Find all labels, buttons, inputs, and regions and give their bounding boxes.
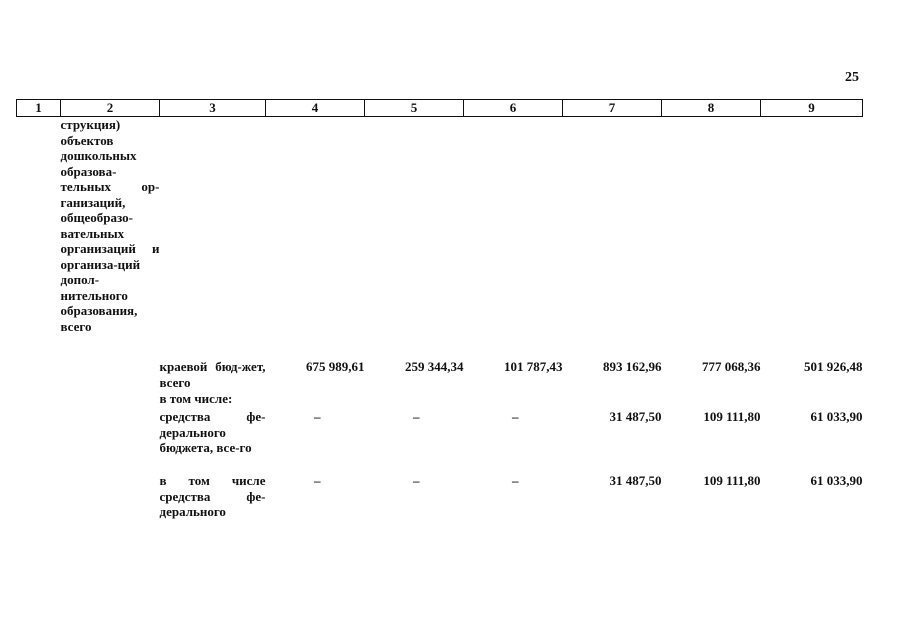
funding-source: в том числе средства фе-дерального [159,473,266,519]
table-row [17,391,863,409]
funding-source [160,117,266,360]
value-cell [761,117,863,360]
funding-source: краевой бюд-жет, всего [159,359,266,390]
value-cell [464,391,563,409]
funding-source: средства фе-дерального бюджета, все-го [159,409,266,455]
header-cell: 4 [266,100,365,117]
object-description [61,409,160,473]
value-cell: 501 926,48 [804,359,863,374]
value-cell [662,391,761,409]
value-cell: – [512,409,519,424]
header-cell: 9 [761,100,863,117]
page-number: 25 [845,70,859,85]
value-cell [365,391,464,409]
table-row [17,359,863,391]
header-cell: 2 [61,100,160,117]
header-cell: 1 [17,100,61,117]
value-cell: 31 487,50 [609,409,662,424]
header-cell: 7 [563,100,662,117]
value-cell: 777 068,36 [702,359,761,374]
header-cell: 5 [365,100,464,117]
object-description [61,359,160,391]
value-cell: 31 487,50 [609,473,662,488]
value-cell: – [413,473,420,488]
value-cell: – [413,409,420,424]
value-cell [365,117,464,360]
header-row [17,100,863,117]
value-cell [266,391,365,409]
header-cell: 3 [160,100,266,117]
table-row [17,117,863,360]
table-cell [17,117,61,360]
value-cell: – [512,473,519,488]
value-cell [761,391,863,409]
value-cell [266,117,365,360]
object-description [61,473,160,520]
value-cell: – [314,409,321,424]
table-cell [17,473,61,520]
funding-source: в том числе: [159,391,233,406]
table-cell [17,359,61,391]
value-cell [563,117,662,360]
value-cell [563,391,662,409]
value-cell: 893 162,96 [603,359,662,374]
table-cell [17,409,61,473]
data-table [16,99,863,520]
value-cell: 259 344,34 [405,359,464,374]
object-description [61,391,160,409]
value-cell [464,117,563,360]
header-cell: 6 [464,100,563,117]
value-cell: 675 989,61 [306,359,365,374]
object-description: струкция) объектов дошкольных образова-тельных ор-ганизаций, общеобразо-вательных организаций и организа-ций допол-нительного образования, всего [60,117,160,334]
value-cell: 61 033,90 [810,409,863,424]
value-cell: 109 111,80 [703,473,761,488]
table-cell [17,391,61,409]
value-cell [662,117,761,360]
value-cell: 109 111,80 [703,409,761,424]
header-cell: 8 [662,100,761,117]
value-cell: 101 787,43 [504,359,563,374]
value-cell: 61 033,90 [810,473,863,488]
table-row [17,409,863,473]
table-row [17,473,863,520]
value-cell: – [314,473,321,488]
